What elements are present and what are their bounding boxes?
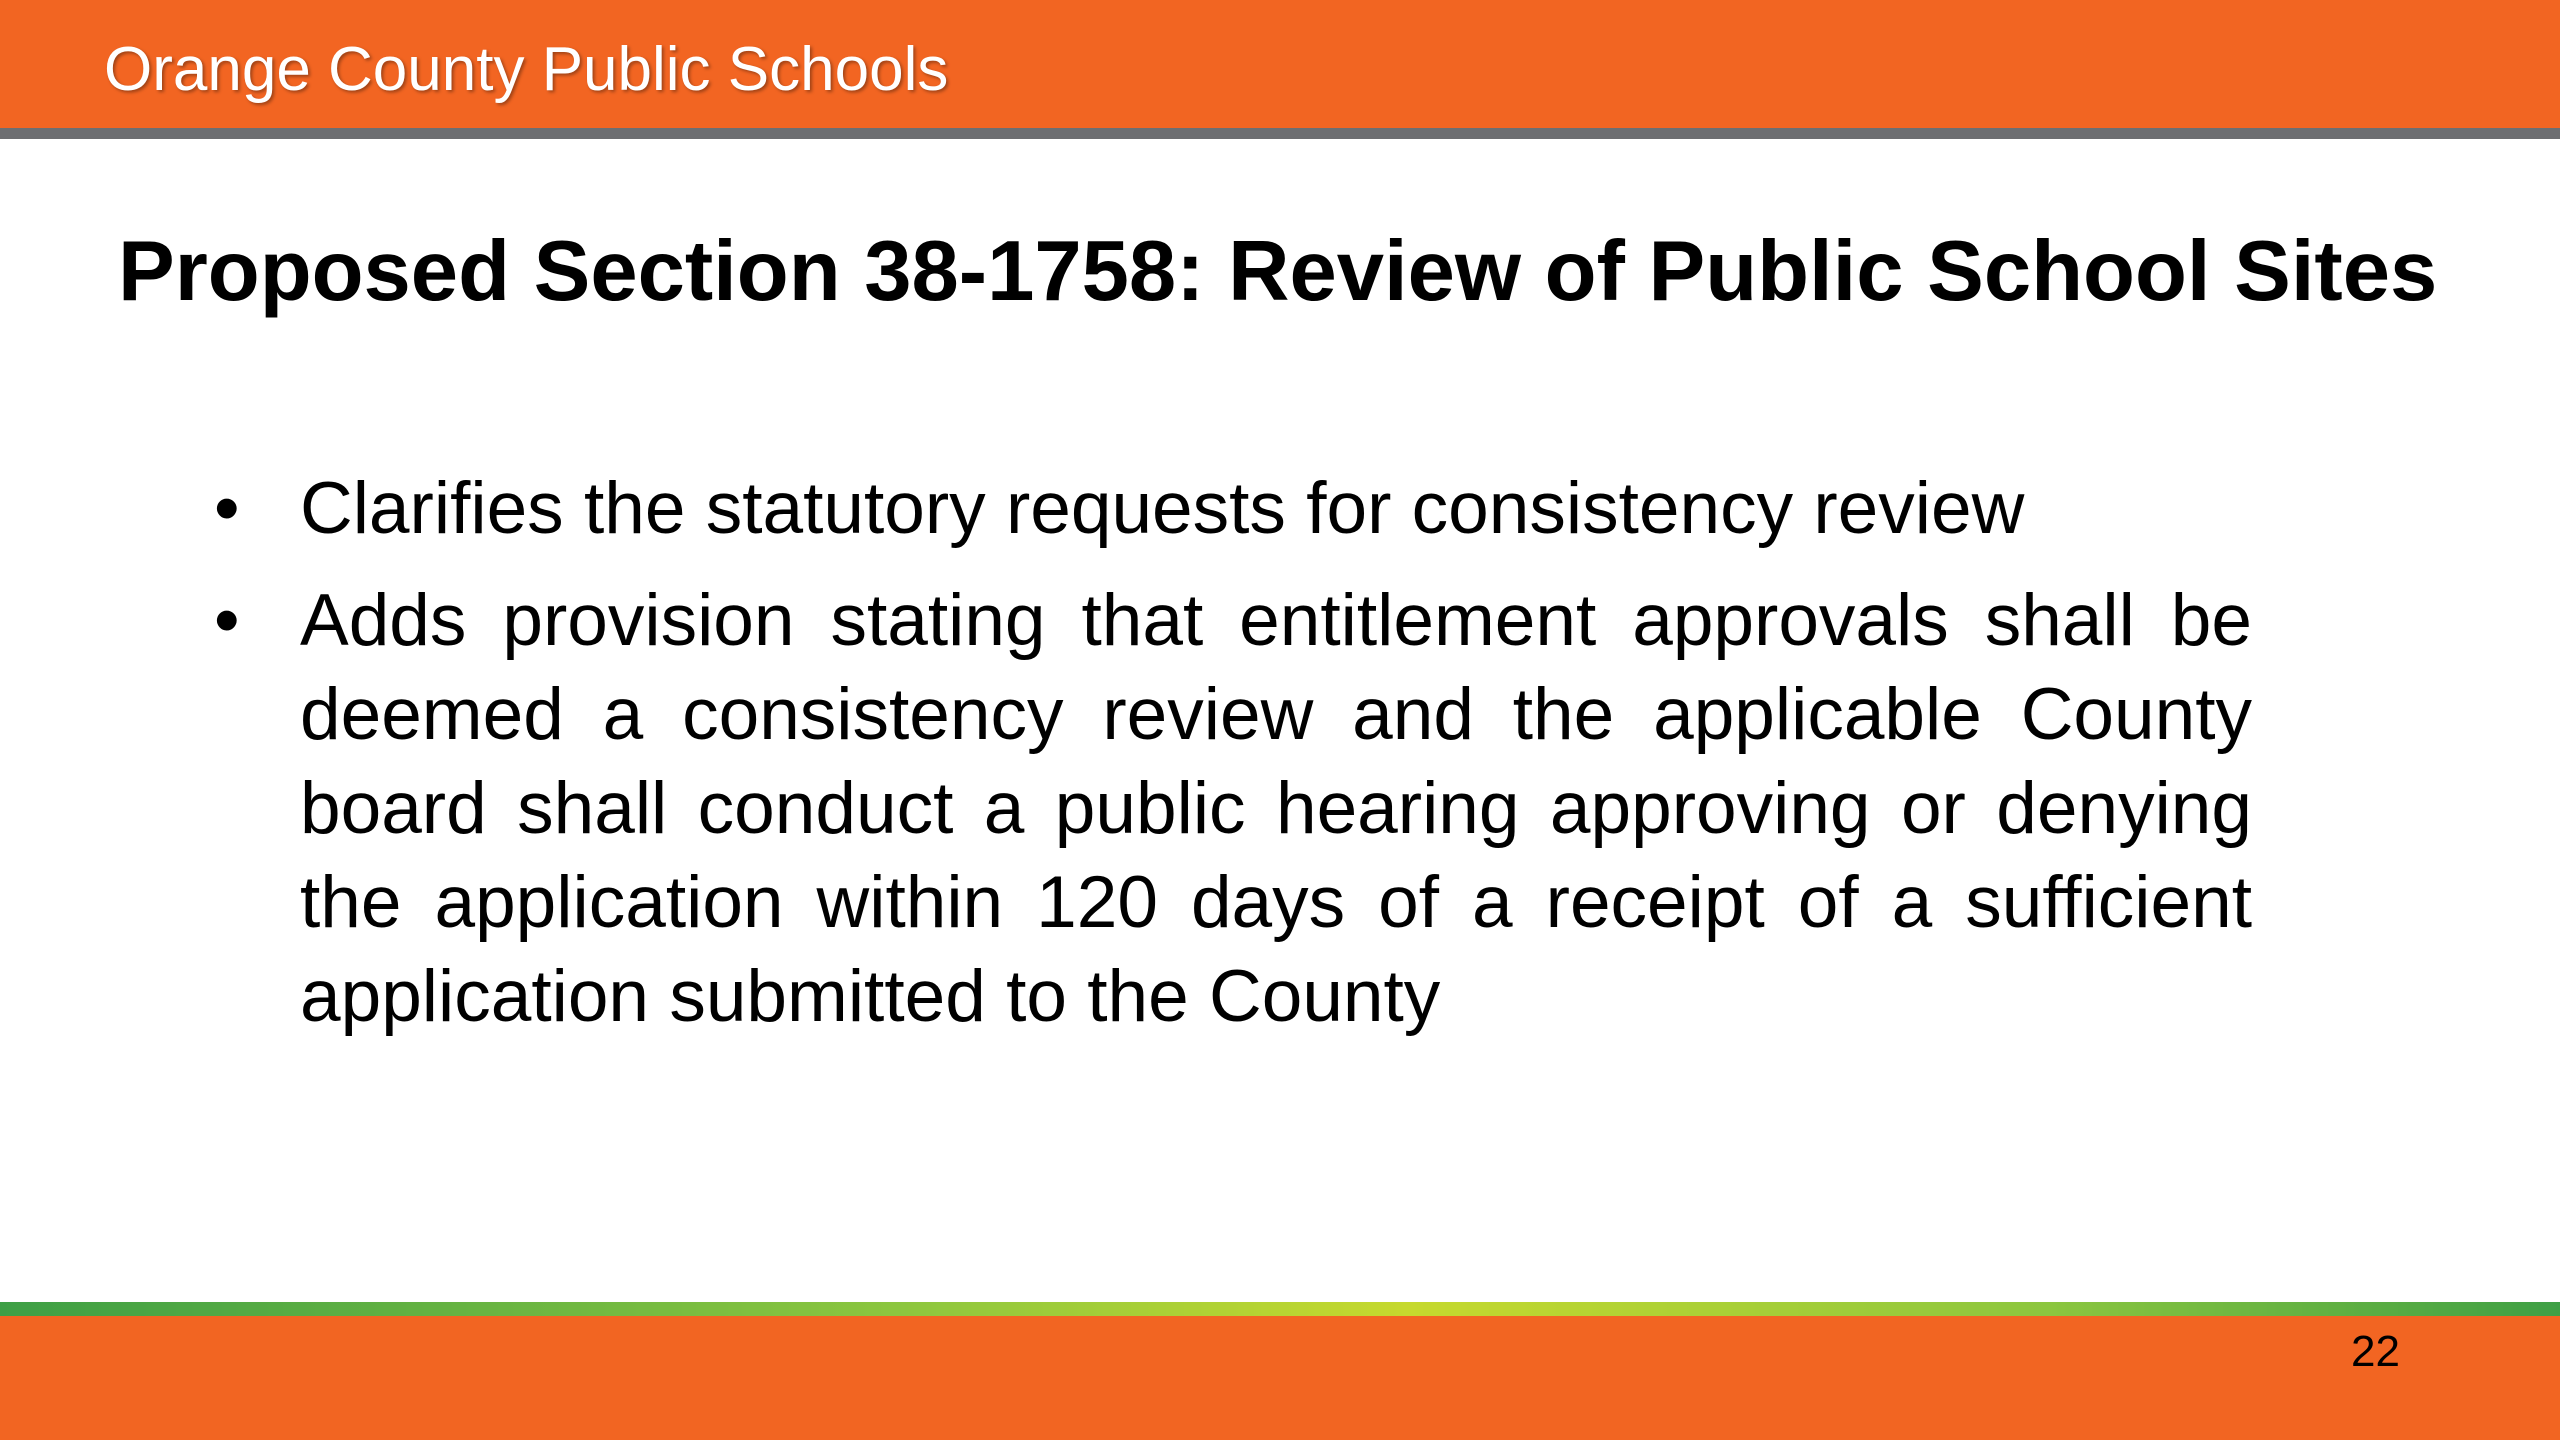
bullet-item (200, 462, 2252, 556)
bullet-item (200, 574, 2252, 1044)
bullet-text: Clarifies the statutory requests for consistency review (300, 468, 2025, 549)
bullet-text: Adds provision stating that entitlement approvals shall be deemed a consistency review and the applicable County board shall conduct a public hearing approving or denying the application within 120 days of a receipt of a sufficient application submitted to the County (300, 580, 2252, 1037)
slide-title: Proposed Section 38-1758: Review of Public School Sites (118, 224, 2438, 319)
bullet-dot-icon: • (214, 468, 240, 549)
header-bar (0, 0, 2560, 128)
footer-bar (0, 1316, 2560, 1440)
footer-gradient-divider (0, 1302, 2560, 1316)
header-divider (0, 128, 2560, 139)
bullet-dot-icon: • (214, 580, 240, 661)
page-number: 22 (2351, 1327, 2400, 1376)
organization-name: Orange County Public Schools (104, 35, 949, 104)
bullet-list (200, 462, 2252, 1062)
